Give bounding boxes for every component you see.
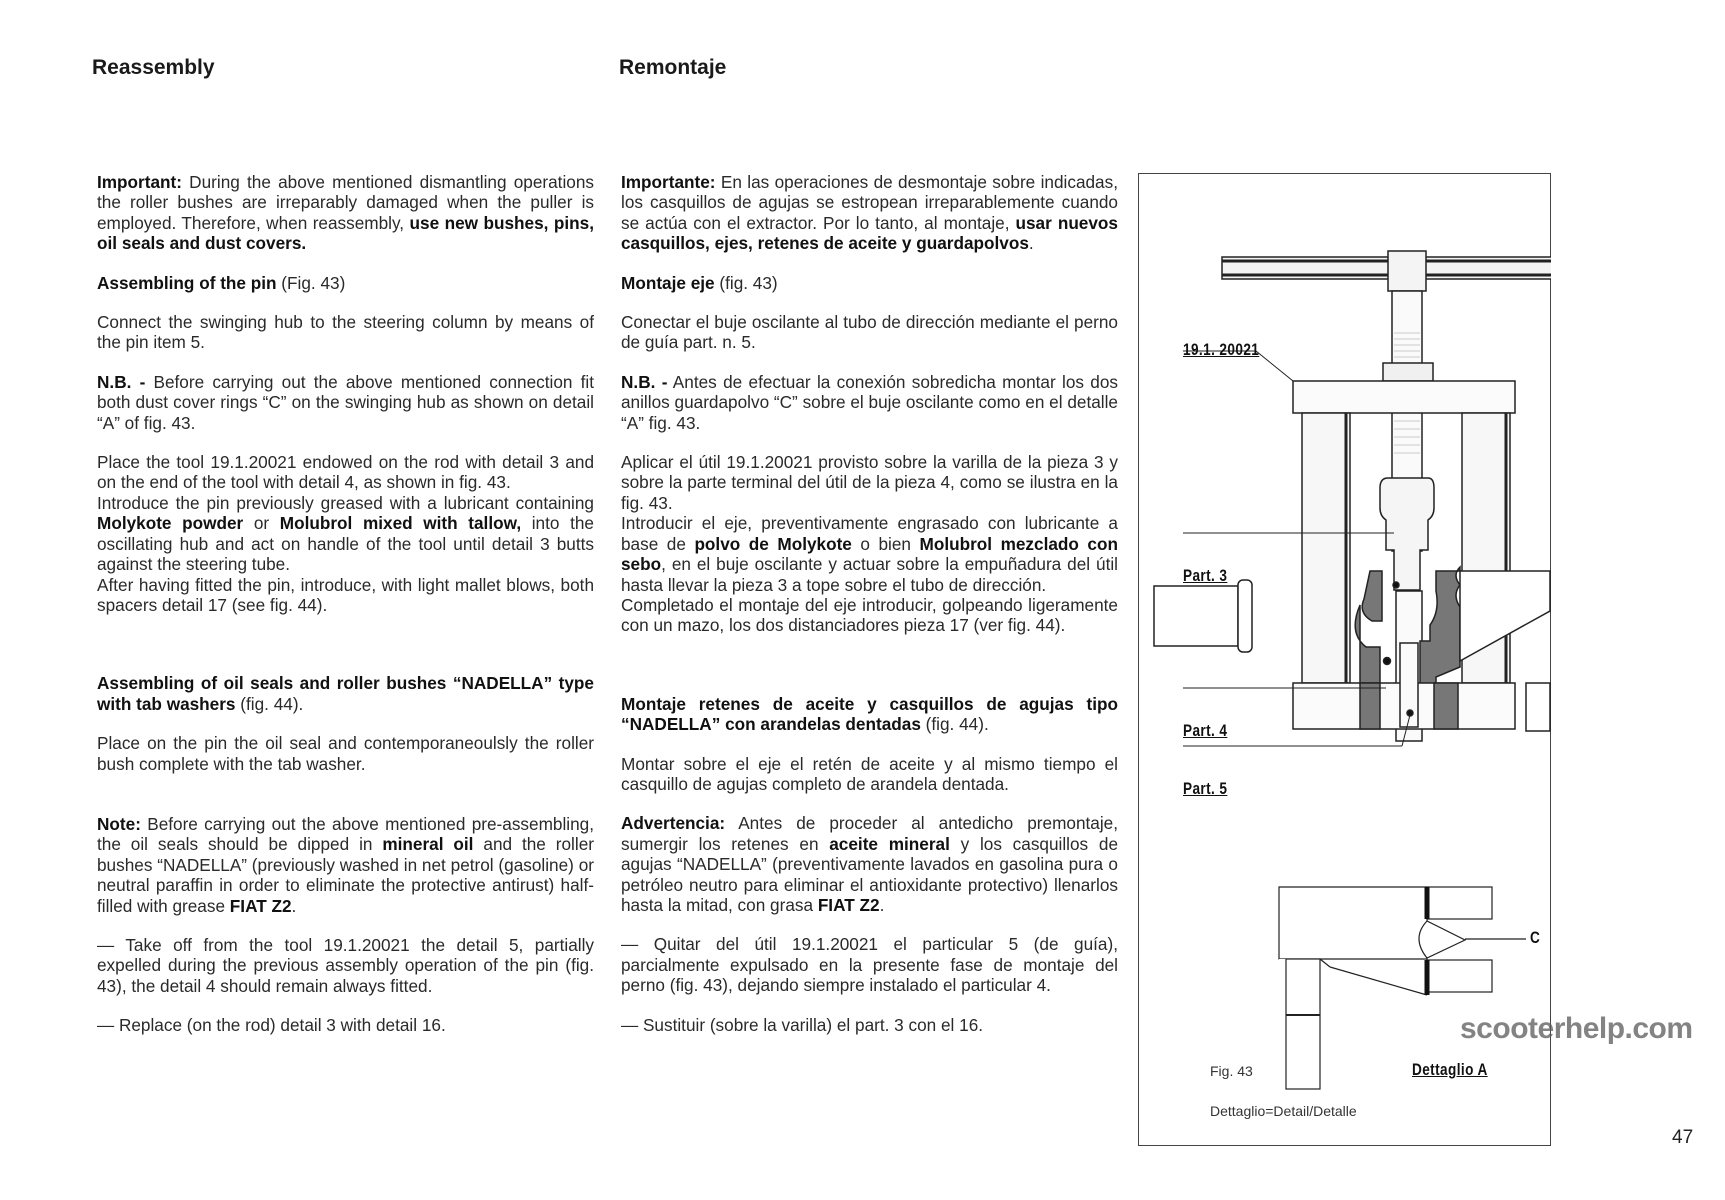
figure-number: Fig. 43	[1210, 1063, 1253, 1079]
puller-tool-drawing	[1138, 173, 1551, 1146]
nb-paragraph-es: N.B. - Antes de efectuar la conexión sobredicha montar los dos anillos guardapolvo “C” sobre el buje oscilante como en el detalle “A” fig. 43.	[621, 371, 1119, 433]
place-tool-paragraph: Place the tool 19.1.20021 endowed on the rod with detail 3 and on the end of the tool with detail 4, as shown in fig. 43.	[97, 452, 594, 493]
ring-c-label: C	[1530, 928, 1541, 947]
heading-spanish: Remontaje	[619, 56, 727, 79]
after-paragraph: After having fitted the pin, introduce, with light mallet blows, both spacers detail 17 (see fig. 44).	[97, 574, 594, 615]
page-number: 47	[1672, 1127, 1694, 1148]
important-paragraph: Important: During the above mentioned dismantling operations the roller bushes are irreparably damaged when the puller is employed. Therefore, when reassembly, use new bushes, pins, oil seals and dust covers.	[97, 172, 594, 254]
after-paragraph-es: Completado el montaje del eje introducir, golpeando ligeramente con un mazo, los dos distanciadores pieza 17 (ver fig. 44).	[621, 594, 1118, 636]
place-tool-paragraph-es: Aplicar el útil 19.1.20021 provisto sobre la varilla de la pieza 3 y sobre la parte terminal del útil de la pieza 4, como se ilustra en la fig. 43.	[621, 452, 1118, 513]
place-pin-paragraph: Place on the pin the oil seal and contemporaneoulsly the roller bush complete with the tab washer.	[97, 733, 594, 774]
take-off-paragraph: — Take off from the tool 19.1.20021 the detail 5, partially expelled during the previous assembly operation of the pin (fig. 43), the detail 4 should remain always fitted.	[97, 934, 594, 996]
connect-paragraph-es: Conectar el buje oscilante al tubo de dirección mediante el perno de guía part. n. 5.	[621, 312, 1118, 353]
introduce-paragraph-es: Introducir el eje, preventivamente engrasado con lubricante a base de polvo de Molykote o bien Molubrol mezclado con sebo, en el buje oscilante y actuar sobre la empuñadura del útil hasta llevar la pieza 3 a tope sobre el tubo de dirección.	[621, 513, 1118, 595]
note-paragraph: Note: Before carrying out the above mentioned pre-assembling, the oil seals should be dipped in mineral oil and the roller bushes “NADELLA” (previously washed in net petrol (gasoline) or neutral paraffin in order to eliminate the protective antirust) half-filled with grease FIAT Z2.	[97, 813, 594, 916]
connect-paragraph: Connect the swinging hub to the steering column by means of the pin item 5.	[97, 312, 594, 353]
introduce-paragraph: Introduce the pin previously greased with a lubricant containing Molykote powder or Molubrol mixed with tallow, into the oscillating hub and act on handle of the tool until detail 3 butts against the steering tube.	[97, 492, 594, 575]
part-5-label: Part. 5	[1183, 779, 1228, 798]
tool-label: 19.1. 20021	[1183, 340, 1260, 359]
replace-paragraph-es: — Sustituir (sobre la varilla) el part. 3 con el 16.	[621, 1014, 984, 1035]
note-paragraph-es: Advertencia: Antes de proceder al antedicho premontaje, sumergir los retenes en aceite mineral y los casquillos de agujas “NADELLA” (preventivamente lavados en gasolina pura o petróleo neutro para eliminar el antioxidante protectivo) llenarlos hasta la mitad, con grasa FIAT Z2.	[621, 813, 1118, 915]
detail-a-drawing	[1279, 887, 1526, 1089]
heading-english: Reassembly	[92, 56, 215, 79]
english-column	[97, 172, 594, 1036]
left-column	[1302, 413, 1350, 683]
section-heading-pin: Assembling of the pin (Fig. 43)	[97, 272, 346, 293]
crossbar-plate	[1293, 381, 1515, 413]
detail-a-label: Dettaglio A	[1412, 1060, 1488, 1079]
t-handle-hub	[1388, 251, 1426, 291]
section-heading-pin-es: Montaje eje (fig. 43)	[621, 272, 778, 293]
part-3-label: Part. 3	[1183, 566, 1228, 585]
section-heading-seals-es: Montaje retenes de aceite y casquillos de agujas tipo “NADELLA” con arandelas dentadas (fig. 44).	[621, 693, 1118, 735]
take-off-paragraph-es: — Quitar del útil 19.1.20021 el particular 5 (de guía), parcialmente expulsado en la presente fase de montaje del perno (fig. 43), dejando siempre instalado el particular 4.	[621, 934, 1118, 996]
important-paragraph-es: Importante: En las operaciones de desmontaje sobre indicadas, los casquillos de agujas se estropean irreparablemente cuando se actúa con el extractor. Por lo tanto, al montaje, usar nuevos casquillos, ejes, retenes de aceite y guardapolvos.	[621, 172, 1118, 254]
figure-legend: Dettaglio=Detail/Detalle	[1210, 1103, 1357, 1119]
section-heading-seals: Assembling of oil seals and roller bushes “NADELLA” type with tab washers (fig. 44).	[97, 673, 594, 714]
part-4-label: Part. 4	[1183, 721, 1228, 740]
hub-section-right	[1420, 567, 1460, 697]
replace-paragraph: — Replace (on the rod) detail 3 with detail 16.	[97, 1015, 446, 1036]
swing-arm	[1154, 586, 1238, 646]
nb-paragraph: N.B. - Before carrying out the above mentioned connection fit both dust cover rings “C” on the swinging hub as shown on detail “A” of fig. 43.	[97, 371, 594, 433]
watermark-text: scooterhelp.com	[1460, 1012, 1693, 1045]
spanish-column	[621, 172, 1118, 1035]
adapter-part-3	[1380, 478, 1434, 590]
rod-nut	[1383, 363, 1433, 381]
place-pin-paragraph-es: Montar sobre el eje el retén de aceite y al mismo tiempo el casquillo de agujas completo de arandela dentada.	[621, 753, 1118, 794]
